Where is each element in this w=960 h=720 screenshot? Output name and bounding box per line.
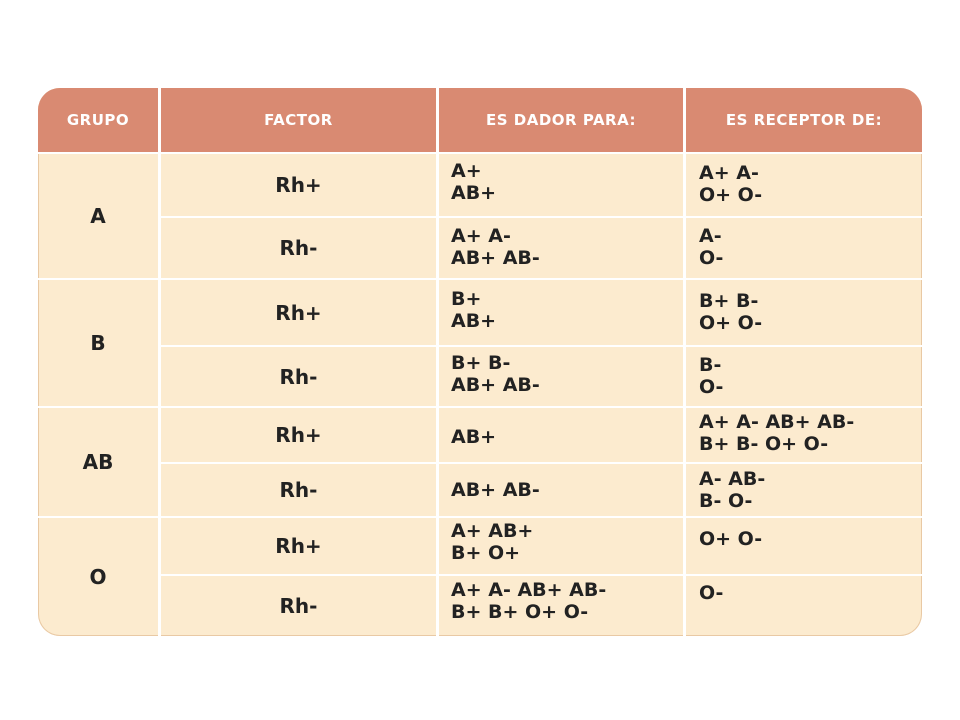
dador-cell — [451, 288, 496, 332]
group-label-o: O — [89, 565, 107, 589]
group-label-a: A — [90, 204, 106, 228]
dador-line: AB+ — [451, 426, 497, 448]
dador-cell — [451, 426, 496, 448]
dador-line: A+ A- — [451, 225, 511, 247]
factor-cell: Rh+ — [275, 423, 322, 447]
receptor-cell — [699, 162, 762, 206]
receptor-line: A- AB- — [699, 468, 766, 490]
dador-line: A+ — [451, 160, 482, 182]
header-dador: ES DADOR PARA: — [439, 88, 683, 152]
receptor-cell — [699, 468, 765, 512]
factor-cell: Rh- — [279, 594, 318, 618]
receptor-line: O+ O- — [699, 184, 763, 206]
dador-line: AB+ — [451, 310, 497, 332]
dador-line: AB+ AB- — [451, 374, 540, 396]
dador-line: B+ B+ O+ O- — [451, 601, 589, 623]
factor-cell: Rh- — [279, 236, 318, 260]
factor-cell: Rh+ — [275, 173, 322, 197]
receptor-cell — [699, 528, 762, 550]
dador-line: AB+ — [451, 182, 497, 204]
factor-cell: Rh- — [279, 478, 318, 502]
dador-cell — [451, 225, 540, 269]
dador-cell — [451, 160, 496, 204]
receptor-line: B- O- — [699, 490, 753, 512]
receptor-line: O- — [699, 582, 724, 604]
blood-group-table — [38, 88, 922, 636]
group-label-ab: AB — [82, 450, 114, 474]
receptor-cell — [699, 225, 723, 269]
dador-line: AB+ AB- — [451, 479, 540, 501]
dador-line: B+ B- — [451, 352, 511, 374]
receptor-line: B+ B- — [699, 290, 759, 312]
dador-cell — [451, 520, 533, 564]
receptor-line: O+ O- — [699, 312, 763, 334]
factor-cell: Rh+ — [275, 300, 322, 325]
receptor-line: O- — [699, 247, 724, 269]
dador-cell — [451, 479, 540, 501]
dador-line: A+ AB+ — [451, 520, 534, 542]
factor-cell: Rh- — [279, 364, 318, 389]
dador-line: A+ A- AB+ AB- — [451, 579, 607, 601]
dador-line: B+ O+ — [451, 542, 521, 564]
receptor-line: O+ O- — [699, 528, 763, 550]
factor-cell: Rh+ — [275, 534, 322, 558]
dador-cell — [451, 352, 540, 396]
receptor-line: B+ B- O+ O- — [699, 433, 829, 455]
dador-line: AB+ AB- — [451, 247, 540, 269]
dador-line: B+ — [451, 288, 482, 310]
receptor-line: A+ A- AB+ AB- — [699, 411, 855, 433]
receptor-cell — [699, 354, 723, 398]
receptor-cell — [699, 290, 762, 334]
group-label-b: B — [90, 331, 106, 355]
header-grupo: GRUPO — [38, 88, 158, 152]
receptor-line: A- — [699, 225, 722, 247]
receptor-line: A+ A- — [699, 162, 759, 184]
dador-cell — [451, 579, 606, 623]
header-factor: FACTOR — [161, 88, 436, 152]
receptor-line: B- — [699, 354, 722, 376]
receptor-cell — [699, 582, 723, 604]
column-divider — [436, 88, 439, 636]
header-receptor: ES RECEPTOR DE: — [686, 88, 922, 152]
receptor-line: O- — [699, 376, 724, 398]
receptor-cell — [699, 411, 854, 455]
column-divider — [683, 88, 686, 636]
